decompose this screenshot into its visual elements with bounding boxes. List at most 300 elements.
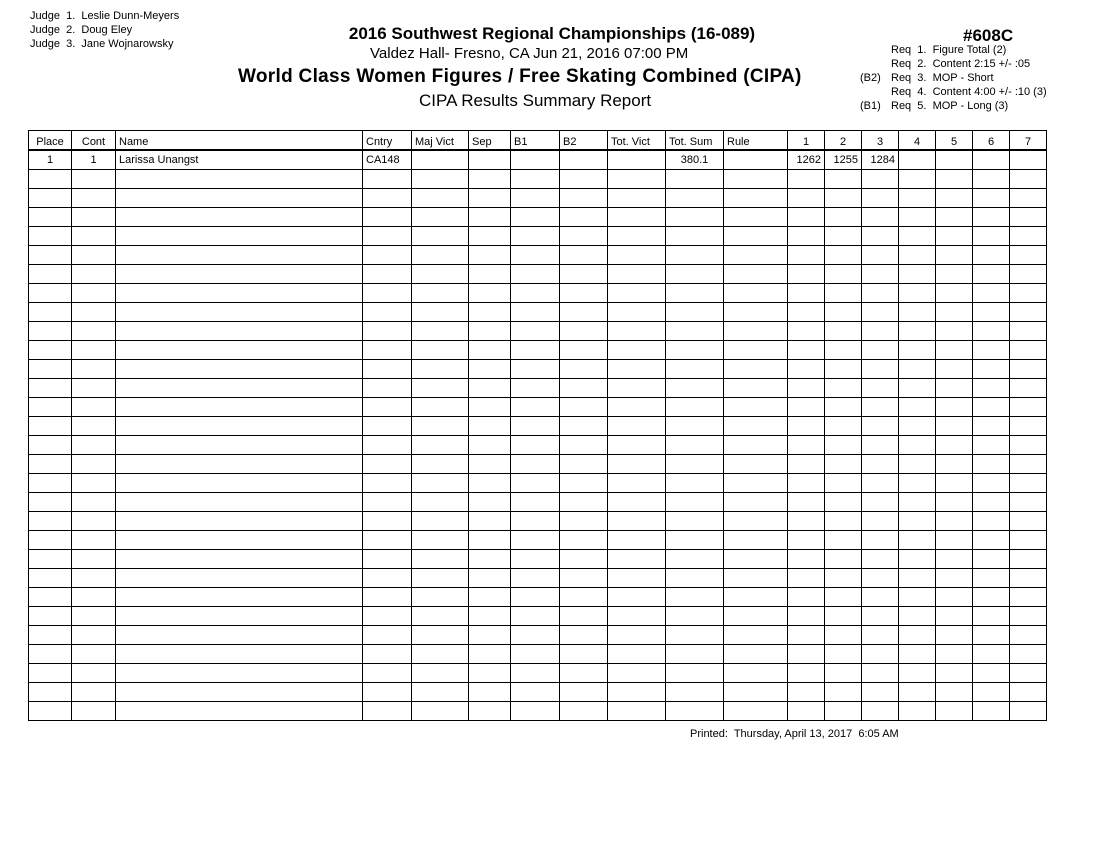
cell-empty bbox=[412, 512, 469, 531]
cell-empty bbox=[936, 512, 973, 531]
cell-empty bbox=[666, 531, 724, 550]
cell-empty bbox=[936, 664, 973, 683]
cell-empty bbox=[29, 626, 72, 645]
cell-empty bbox=[116, 531, 363, 550]
cell-empty bbox=[899, 493, 936, 512]
cell-empty bbox=[825, 569, 862, 588]
cell-empty bbox=[862, 645, 899, 664]
cell-empty bbox=[469, 360, 511, 379]
cell-empty bbox=[412, 645, 469, 664]
cell-empty bbox=[469, 284, 511, 303]
cell-empty bbox=[412, 474, 469, 493]
cell-empty bbox=[608, 227, 666, 246]
cell-empty bbox=[862, 379, 899, 398]
cell-empty bbox=[29, 227, 72, 246]
cell-empty bbox=[72, 531, 116, 550]
cell-empty bbox=[29, 569, 72, 588]
cell-empty bbox=[469, 531, 511, 550]
cell-empty bbox=[469, 341, 511, 360]
cell-empty bbox=[469, 474, 511, 493]
cell-empty bbox=[973, 170, 1010, 189]
cell-empty bbox=[666, 607, 724, 626]
cell-empty bbox=[560, 531, 608, 550]
cell-empty bbox=[29, 398, 72, 417]
cell-empty bbox=[862, 474, 899, 493]
cell-empty bbox=[724, 436, 788, 455]
cell-empty bbox=[469, 398, 511, 417]
cell-empty bbox=[116, 626, 363, 645]
cell-empty bbox=[412, 455, 469, 474]
cell-empty bbox=[511, 474, 560, 493]
cell-judge-4 bbox=[899, 150, 936, 170]
cell-empty bbox=[511, 702, 560, 721]
cell-empty bbox=[511, 607, 560, 626]
cell-empty bbox=[825, 341, 862, 360]
cell-empty bbox=[412, 208, 469, 227]
cell-empty bbox=[724, 322, 788, 341]
cell-empty bbox=[1010, 417, 1047, 436]
cell-empty bbox=[788, 303, 825, 322]
cell-empty bbox=[862, 303, 899, 322]
cell-empty bbox=[973, 702, 1010, 721]
col-tot-vict: Tot. Vict bbox=[608, 131, 666, 151]
cell-empty bbox=[1010, 379, 1047, 398]
table-row-empty bbox=[29, 664, 1047, 683]
table-row-empty bbox=[29, 569, 1047, 588]
cell-empty bbox=[560, 284, 608, 303]
cell-empty bbox=[936, 246, 973, 265]
cell-empty bbox=[412, 265, 469, 284]
table-row-empty bbox=[29, 170, 1047, 189]
cell-empty bbox=[72, 493, 116, 512]
cell-empty bbox=[899, 569, 936, 588]
col-maj-vict: Maj Vict bbox=[412, 131, 469, 151]
cell-empty bbox=[363, 588, 412, 607]
cell-empty bbox=[666, 170, 724, 189]
cell-empty bbox=[511, 360, 560, 379]
cell-empty bbox=[511, 265, 560, 284]
cell-empty bbox=[899, 322, 936, 341]
cell-empty bbox=[899, 474, 936, 493]
cell-empty bbox=[899, 398, 936, 417]
cell-empty bbox=[511, 341, 560, 360]
table-row-empty bbox=[29, 246, 1047, 265]
cell-empty bbox=[899, 208, 936, 227]
cell-empty bbox=[788, 512, 825, 531]
cell-empty bbox=[29, 341, 72, 360]
cell-empty bbox=[936, 398, 973, 417]
cell-empty bbox=[72, 588, 116, 607]
cell-empty bbox=[899, 341, 936, 360]
competition-title: 2016 Southwest Regional Championships (16-089) bbox=[348, 24, 756, 43]
cell-empty bbox=[862, 550, 899, 569]
cell-empty bbox=[511, 379, 560, 398]
cell-empty bbox=[862, 170, 899, 189]
cell-empty bbox=[608, 474, 666, 493]
table-row-empty bbox=[29, 645, 1047, 664]
cell-empty bbox=[72, 474, 116, 493]
cell-empty bbox=[666, 493, 724, 512]
cell-empty bbox=[511, 493, 560, 512]
cell-empty bbox=[469, 645, 511, 664]
cell-empty bbox=[788, 398, 825, 417]
col-judge-1: 1 bbox=[788, 131, 825, 151]
cell-empty bbox=[469, 493, 511, 512]
cell-empty bbox=[788, 626, 825, 645]
cell-empty bbox=[560, 379, 608, 398]
cell-empty bbox=[724, 474, 788, 493]
cell-empty bbox=[72, 512, 116, 531]
cell-empty bbox=[724, 379, 788, 398]
cell-empty bbox=[412, 303, 469, 322]
cell-empty bbox=[363, 455, 412, 474]
requirements-list bbox=[860, 43, 1047, 113]
cell-empty bbox=[608, 322, 666, 341]
cell-empty bbox=[1010, 189, 1047, 208]
cell-empty bbox=[412, 588, 469, 607]
cell-empty bbox=[29, 284, 72, 303]
cell-empty bbox=[899, 170, 936, 189]
cell-empty bbox=[1010, 607, 1047, 626]
cell-empty bbox=[560, 550, 608, 569]
table-row-empty bbox=[29, 284, 1047, 303]
cell-empty bbox=[899, 379, 936, 398]
cell-empty bbox=[973, 208, 1010, 227]
cell-empty bbox=[412, 284, 469, 303]
cell-empty bbox=[29, 645, 72, 664]
cell-empty bbox=[608, 569, 666, 588]
cell-empty bbox=[825, 303, 862, 322]
cell-empty bbox=[899, 455, 936, 474]
cell-judge-3: 1284 bbox=[862, 150, 899, 170]
cell-empty bbox=[936, 379, 973, 398]
cell-empty bbox=[825, 189, 862, 208]
cell-empty bbox=[29, 189, 72, 208]
col-tot-sum: Tot. Sum bbox=[666, 131, 724, 151]
cell-empty bbox=[825, 493, 862, 512]
cell-empty bbox=[788, 683, 825, 702]
cell-empty bbox=[29, 455, 72, 474]
cell-empty bbox=[363, 550, 412, 569]
cell-empty bbox=[363, 474, 412, 493]
cell-empty bbox=[973, 474, 1010, 493]
cell-empty bbox=[29, 417, 72, 436]
cell-cont: 1 bbox=[72, 150, 116, 170]
cell-empty bbox=[469, 322, 511, 341]
table-row-empty bbox=[29, 417, 1047, 436]
cell-empty bbox=[469, 246, 511, 265]
cell-empty bbox=[116, 569, 363, 588]
cell-empty bbox=[363, 531, 412, 550]
cell-empty bbox=[862, 189, 899, 208]
cell-empty bbox=[560, 303, 608, 322]
cell-empty bbox=[72, 702, 116, 721]
cell-empty bbox=[511, 246, 560, 265]
cell-empty bbox=[363, 493, 412, 512]
cell-empty bbox=[1010, 455, 1047, 474]
cell-empty bbox=[899, 303, 936, 322]
cell-empty bbox=[666, 683, 724, 702]
cell-empty bbox=[899, 645, 936, 664]
cell-empty bbox=[469, 417, 511, 436]
cell-empty bbox=[973, 683, 1010, 702]
cell-empty bbox=[666, 417, 724, 436]
col-cntry: Cntry bbox=[363, 131, 412, 151]
cell-empty bbox=[412, 569, 469, 588]
cell-empty bbox=[363, 360, 412, 379]
cell-empty bbox=[608, 588, 666, 607]
cell-empty bbox=[511, 436, 560, 455]
cell-empty bbox=[1010, 227, 1047, 246]
cell-empty bbox=[862, 322, 899, 341]
cell-empty bbox=[825, 607, 862, 626]
cell-empty bbox=[608, 607, 666, 626]
cell-empty bbox=[412, 170, 469, 189]
table-row-empty bbox=[29, 341, 1047, 360]
cell-empty bbox=[724, 208, 788, 227]
cell-empty bbox=[862, 436, 899, 455]
cell-empty bbox=[862, 227, 899, 246]
cell-empty bbox=[608, 360, 666, 379]
cell-empty bbox=[29, 170, 72, 189]
cell-empty bbox=[936, 683, 973, 702]
cell-empty bbox=[608, 436, 666, 455]
cell-empty bbox=[116, 645, 363, 664]
cell-empty bbox=[412, 227, 469, 246]
cell-empty bbox=[973, 493, 1010, 512]
col-judge-7: 7 bbox=[1010, 131, 1047, 151]
cell-empty bbox=[72, 607, 116, 626]
cell-empty bbox=[666, 455, 724, 474]
cell-empty bbox=[412, 531, 469, 550]
cell-empty bbox=[116, 379, 363, 398]
cell-empty bbox=[511, 322, 560, 341]
table-row-empty bbox=[29, 265, 1047, 284]
cell-empty bbox=[825, 246, 862, 265]
cell-empty bbox=[608, 398, 666, 417]
cell-empty bbox=[116, 607, 363, 626]
cell-empty bbox=[825, 417, 862, 436]
cell-empty bbox=[511, 284, 560, 303]
cell-empty bbox=[29, 265, 72, 284]
cell-empty bbox=[825, 626, 862, 645]
cell-empty bbox=[29, 683, 72, 702]
cell-empty bbox=[825, 588, 862, 607]
cell-empty bbox=[724, 189, 788, 208]
cell-empty bbox=[936, 303, 973, 322]
cell-empty bbox=[936, 702, 973, 721]
cell-empty bbox=[936, 170, 973, 189]
cell-maj-vict bbox=[412, 150, 469, 170]
table-row bbox=[29, 150, 1047, 170]
cell-empty bbox=[936, 474, 973, 493]
cell-empty bbox=[724, 398, 788, 417]
cell-empty bbox=[608, 246, 666, 265]
cell-empty bbox=[116, 664, 363, 683]
cell-empty bbox=[724, 246, 788, 265]
col-judge-6: 6 bbox=[973, 131, 1010, 151]
col-judge-5: 5 bbox=[936, 131, 973, 151]
cell-empty bbox=[666, 322, 724, 341]
cell-empty bbox=[666, 246, 724, 265]
cell-empty bbox=[511, 683, 560, 702]
cell-empty bbox=[936, 360, 973, 379]
cell-empty bbox=[899, 265, 936, 284]
cell-empty bbox=[1010, 645, 1047, 664]
cell-empty bbox=[29, 512, 72, 531]
cell-empty bbox=[825, 265, 862, 284]
cell-empty bbox=[666, 588, 724, 607]
cell-empty bbox=[412, 607, 469, 626]
cell-empty bbox=[72, 455, 116, 474]
cell-empty bbox=[72, 284, 116, 303]
cell-empty bbox=[899, 284, 936, 303]
cell-empty bbox=[29, 664, 72, 683]
cell-empty bbox=[560, 322, 608, 341]
cell-empty bbox=[1010, 170, 1047, 189]
cell-empty bbox=[788, 664, 825, 683]
cell-empty bbox=[560, 417, 608, 436]
cell-empty bbox=[1010, 341, 1047, 360]
cell-empty bbox=[1010, 265, 1047, 284]
table-row-empty bbox=[29, 303, 1047, 322]
cell-empty bbox=[788, 607, 825, 626]
judge-1: Judge 1. Leslie Dunn-Meyers bbox=[30, 10, 180, 22]
cell-empty bbox=[363, 569, 412, 588]
cell-empty bbox=[973, 303, 1010, 322]
col-sep: Sep bbox=[469, 131, 511, 151]
cell-empty bbox=[363, 170, 412, 189]
event-number: #608C bbox=[963, 26, 1014, 45]
cell-empty bbox=[825, 322, 862, 341]
cell-judge-7 bbox=[1010, 150, 1047, 170]
cell-empty bbox=[788, 417, 825, 436]
cell-empty bbox=[862, 588, 899, 607]
cell-empty bbox=[788, 322, 825, 341]
cell-empty bbox=[608, 493, 666, 512]
cell-empty bbox=[469, 512, 511, 531]
cell-empty bbox=[469, 683, 511, 702]
cell-empty bbox=[666, 265, 724, 284]
cell-empty bbox=[560, 664, 608, 683]
cell-empty bbox=[363, 341, 412, 360]
cell-empty bbox=[116, 474, 363, 493]
cell-empty bbox=[412, 398, 469, 417]
cell-empty bbox=[899, 531, 936, 550]
cell-judge-6 bbox=[973, 150, 1010, 170]
cell-empty bbox=[825, 227, 862, 246]
cell-empty bbox=[936, 284, 973, 303]
cell-empty bbox=[936, 455, 973, 474]
cell-empty bbox=[511, 531, 560, 550]
cell-empty bbox=[72, 683, 116, 702]
cell-empty bbox=[973, 322, 1010, 341]
cell-empty bbox=[72, 436, 116, 455]
cell-empty bbox=[724, 626, 788, 645]
cell-empty bbox=[788, 246, 825, 265]
cell-empty bbox=[72, 303, 116, 322]
cell-empty bbox=[724, 550, 788, 569]
cell-empty bbox=[363, 379, 412, 398]
cell-empty bbox=[862, 607, 899, 626]
cell-empty bbox=[899, 227, 936, 246]
cell-sep bbox=[469, 150, 511, 170]
cell-empty bbox=[608, 170, 666, 189]
cell-empty bbox=[72, 246, 116, 265]
table-row-empty bbox=[29, 683, 1047, 702]
cell-empty bbox=[511, 208, 560, 227]
cell-empty bbox=[469, 379, 511, 398]
cell-empty bbox=[116, 227, 363, 246]
cell-empty bbox=[825, 645, 862, 664]
cell-empty bbox=[72, 227, 116, 246]
cell-empty bbox=[973, 417, 1010, 436]
cell-empty bbox=[899, 702, 936, 721]
cell-empty bbox=[469, 227, 511, 246]
cell-empty bbox=[899, 246, 936, 265]
cell-empty bbox=[116, 683, 363, 702]
cell-empty bbox=[560, 626, 608, 645]
cell-empty bbox=[724, 303, 788, 322]
cell-empty bbox=[724, 341, 788, 360]
cell-empty bbox=[973, 189, 1010, 208]
col-place: Place bbox=[29, 131, 72, 151]
cell-empty bbox=[899, 588, 936, 607]
cell-empty bbox=[29, 493, 72, 512]
cell-empty bbox=[363, 265, 412, 284]
cell-empty bbox=[412, 493, 469, 512]
cell-empty bbox=[29, 550, 72, 569]
cell-empty bbox=[116, 246, 363, 265]
requirement-3: (B2) Req 3. MOP - Short bbox=[860, 72, 994, 84]
cell-empty bbox=[936, 569, 973, 588]
cell-empty bbox=[788, 341, 825, 360]
cell-empty bbox=[1010, 208, 1047, 227]
cell-rule bbox=[724, 150, 788, 170]
cell-empty bbox=[724, 284, 788, 303]
cell-empty bbox=[825, 702, 862, 721]
cell-empty bbox=[825, 360, 862, 379]
cell-empty bbox=[825, 512, 862, 531]
cell-empty bbox=[363, 683, 412, 702]
cell-empty bbox=[973, 550, 1010, 569]
cell-empty bbox=[412, 702, 469, 721]
cell-empty bbox=[608, 455, 666, 474]
cell-empty bbox=[72, 208, 116, 227]
venue-date: Valdez Hall- Fresno, CA Jun 21, 2016 07:00 PM bbox=[370, 45, 689, 62]
table-row-empty bbox=[29, 208, 1047, 227]
cell-empty bbox=[412, 322, 469, 341]
cell-empty bbox=[788, 455, 825, 474]
cell-empty bbox=[936, 588, 973, 607]
cell-empty bbox=[608, 208, 666, 227]
cell-empty bbox=[116, 550, 363, 569]
cell-empty bbox=[724, 417, 788, 436]
col-judge-2: 2 bbox=[825, 131, 862, 151]
cell-empty bbox=[825, 284, 862, 303]
cell-empty bbox=[511, 303, 560, 322]
competition-title-row bbox=[0, 24, 1100, 44]
cell-empty bbox=[936, 322, 973, 341]
cell-empty bbox=[560, 436, 608, 455]
cell-empty bbox=[560, 227, 608, 246]
cell-judge-2: 1255 bbox=[825, 150, 862, 170]
cell-empty bbox=[936, 493, 973, 512]
cell-empty bbox=[29, 588, 72, 607]
cell-empty bbox=[936, 531, 973, 550]
cell-empty bbox=[788, 379, 825, 398]
cell-empty bbox=[560, 189, 608, 208]
